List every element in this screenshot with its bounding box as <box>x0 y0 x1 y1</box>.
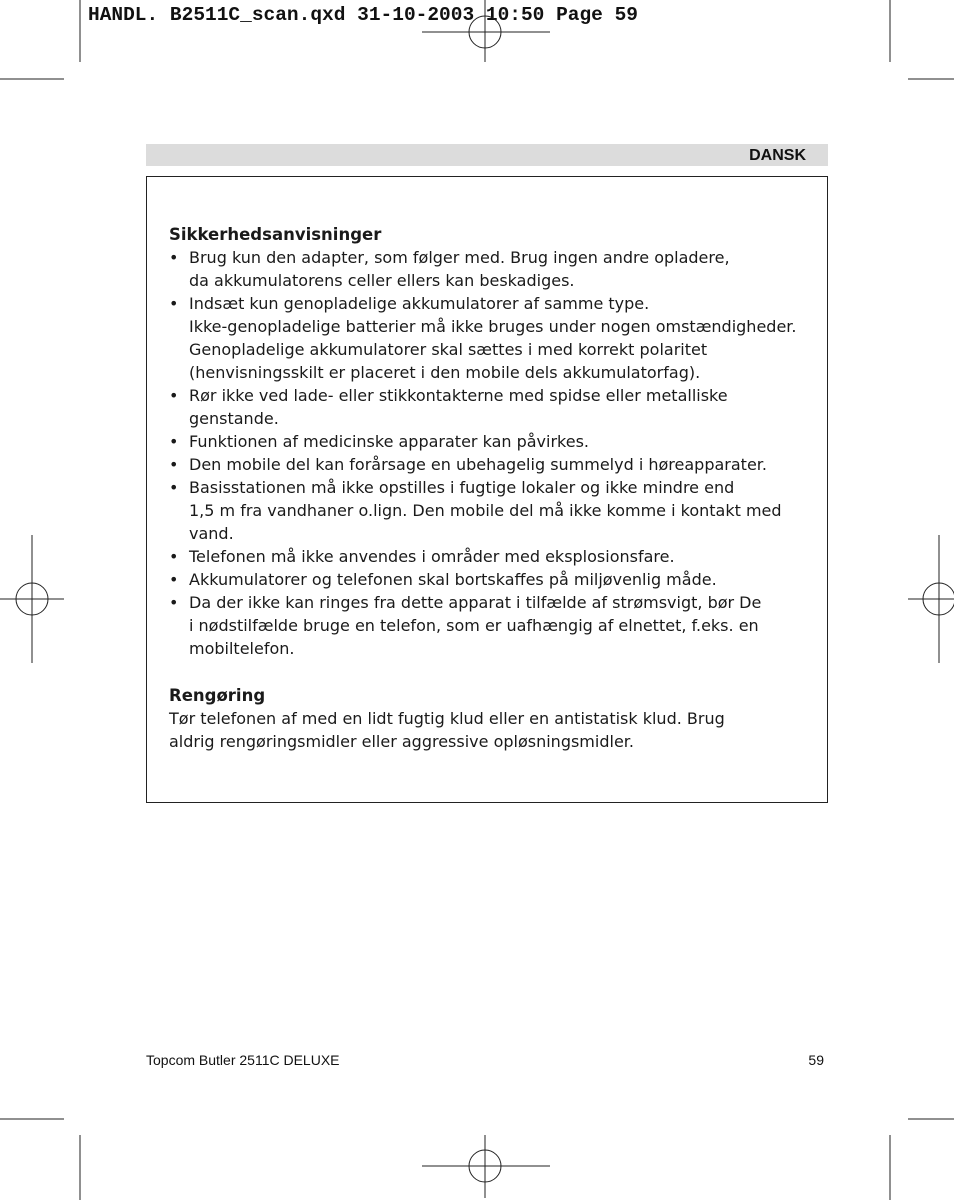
safety-item <box>169 476 809 545</box>
safety-item <box>169 591 809 660</box>
cleaning-text: Tør telefonen af med en lidt fugtig klud eller en antistatisk klud. Brug aldrig rengøringsmidler eller aggressive opløsningsmidler. <box>169 709 725 751</box>
safety-item-text: Funktionen af medicinske apparater kan påvirkes. <box>189 432 590 451</box>
print-slug: HANDL. B2511C_scan.qxd 31-10-2003 10:50 Page 59 <box>88 4 638 26</box>
safety-item <box>169 430 809 453</box>
safety-item-text: Basisstationen må ikke opstilles i fugtige lokaler og ikke mindre end 1,5 m fra vandhaner o.lign. Den mobile del må ikke komme i kontakt med vand. <box>189 478 782 543</box>
safety-item-text: Rør ikke ved lade- eller stikkontakterne med spidse eller metalliske genstande. <box>189 386 728 428</box>
safety-item <box>169 545 809 568</box>
registration-mark-right <box>908 535 954 663</box>
cleaning-heading: Rengøring <box>169 686 266 705</box>
safety-item <box>169 292 809 384</box>
safety-item <box>169 384 809 430</box>
safety-item <box>169 568 809 591</box>
safety-item-text: Brug kun den adapter, som følger med. Brug ingen andre opladere, da akkumulatorens celler ellers kan beskadiges. <box>189 248 730 290</box>
bullet-icon: • <box>169 593 179 612</box>
bullet-icon: • <box>169 386 179 405</box>
safety-item <box>169 246 809 292</box>
language-label: DANSK <box>749 147 806 164</box>
safety-list <box>169 246 809 660</box>
bullet-icon: • <box>169 547 179 566</box>
bullet-icon: • <box>169 478 179 497</box>
bullet-icon: • <box>169 455 179 474</box>
safety-item-text: Telefonen må ikke anvendes i områder med eksplosionsfare. <box>189 547 675 566</box>
registration-mark-left <box>0 535 64 663</box>
bullet-icon: • <box>169 294 179 313</box>
registration-mark-bottom <box>422 1135 550 1198</box>
bullet-icon: • <box>169 248 179 267</box>
safety-heading: Sikkerhedsanvisninger <box>169 225 382 244</box>
language-header-bar <box>146 144 828 166</box>
bullet-icon: • <box>169 570 179 589</box>
safety-item-text: Indsæt kun genopladelige akkumulatorer af samme type. Ikke-genopladelige batterier må ikke bruges under nogen omstændigheder. Genopladelige akkumulatorer skal sættes i med korrekt polaritet (henvisningsskilt er placeret i den mobile dels akkumulatorfag). <box>189 294 797 382</box>
footer-product-name: Topcom Butler 2511C DELUXE <box>146 1052 340 1068</box>
safety-item <box>169 453 809 476</box>
bullet-icon: • <box>169 432 179 451</box>
footer-page-number: 59 <box>808 1052 824 1068</box>
content-frame <box>146 176 828 803</box>
safety-item-text: Den mobile del kan forårsage en ubehagelig summelyd i høreapparater. <box>189 455 767 474</box>
safety-item-text: Akkumulatorer og telefonen skal bortskaffes på miljøvenlig måde. <box>189 570 717 589</box>
content-body <box>169 223 809 753</box>
section-spacer <box>169 660 809 684</box>
safety-item-text: Da der ikke kan ringes fra dette apparat i tilfælde af strømsvigt, bør De i nødstilfælde bruge en telefon, som er uafhængig af elnettet, f.eks. en mobiltelefon. <box>189 593 762 658</box>
